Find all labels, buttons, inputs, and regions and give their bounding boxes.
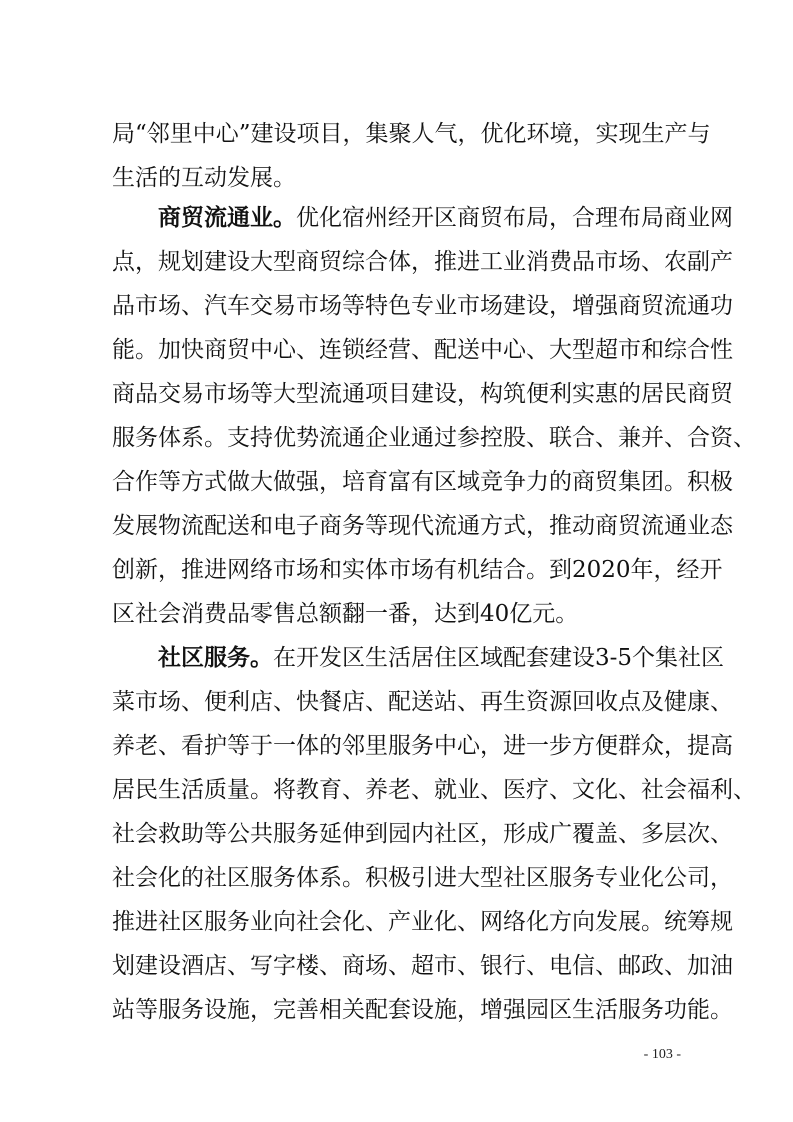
paragraph-2-line-9: 创新，推进网络市场和实体市场有机结合。到2020年，经开 bbox=[112, 557, 723, 583]
paragraph-3-line-2: 菜市场、便利店、快餐店、配送站、再生资源回收点及健康、 bbox=[112, 689, 733, 715]
paragraph-3-first-line-text: 在开发区生活居住区域配套建设3-5个集社区 bbox=[273, 645, 725, 671]
paragraph-1-line-2: 生活的互动发展。 bbox=[112, 165, 296, 191]
paragraph-2-line-5: 商品交易市场等大型流通项目建设，构筑便利实惠的居民商贸 bbox=[112, 381, 733, 407]
paragraph-2-line-8: 发展物流配送和电子商务等现代流通方式，推动商贸流通业态 bbox=[112, 513, 733, 539]
paragraph-3-line-6: 社会化的社区服务体系。积极引进大型社区服务专业化公司， bbox=[112, 865, 733, 891]
paragraph-3-line-5: 社会救助等公共服务延伸到园内社区，形成广覆盖、多层次、 bbox=[112, 821, 733, 847]
paragraph-1-line-1: 局“邻里中心”建设项目，集聚人气，优化环境，实现生产与 bbox=[112, 121, 711, 147]
page-number: - 103 - bbox=[643, 1047, 681, 1062]
paragraph-2-first-line-text: 优化宿州经开区商贸布局，合理布局商业网 bbox=[296, 205, 733, 231]
paragraph-3-line-1 bbox=[112, 636, 725, 680]
paragraph-2-line-3: 品市场、汽车交易市场等特色专业市场建设，增强商贸流通功 bbox=[112, 293, 733, 319]
paragraph-3-line-9: 站等服务设施，完善相关配套设施，增强园区生活服务功能。 bbox=[112, 997, 733, 1023]
paragraph-heading-commerce: 商贸流通业。 bbox=[158, 204, 296, 231]
paragraph-3-line-8: 划建设酒店、写字楼、商场、超市、银行、电信、邮政、加油 bbox=[112, 953, 733, 979]
paragraph-3-line-3: 养老、看护等于一体的邻里服务中心，进一步方便群众，提高 bbox=[112, 733, 733, 759]
paragraph-2-line-2: 点，规划建设大型商贸综合体，推进工业消费品市场、农副产 bbox=[112, 249, 733, 275]
paragraph-3-line-7: 推进社区服务业向社会化、产业化、网络化方向发展。统筹规 bbox=[112, 909, 733, 935]
paragraph-2-line-4: 能。加快商贸中心、连锁经营、配送中心、大型超市和综合性 bbox=[112, 337, 733, 363]
paragraph-2-line-6: 服务体系。支持优势流通企业通过参控股、联合、兼并、合资、 bbox=[112, 425, 756, 451]
paragraph-2-line-7: 合作等方式做大做强，培育富有区域竞争力的商贸集团。积极 bbox=[112, 469, 733, 495]
paragraph-2-line-10: 区社会消费品零售总额翻一番，达到40亿元。 bbox=[112, 601, 579, 627]
paragraph-3-line-4: 居民生活质量。将教育、养老、就业、医疗、文化、社会福利、 bbox=[112, 777, 756, 803]
paragraph-2-line-1 bbox=[112, 196, 733, 240]
paragraph-heading-community: 社区服务。 bbox=[158, 644, 273, 671]
